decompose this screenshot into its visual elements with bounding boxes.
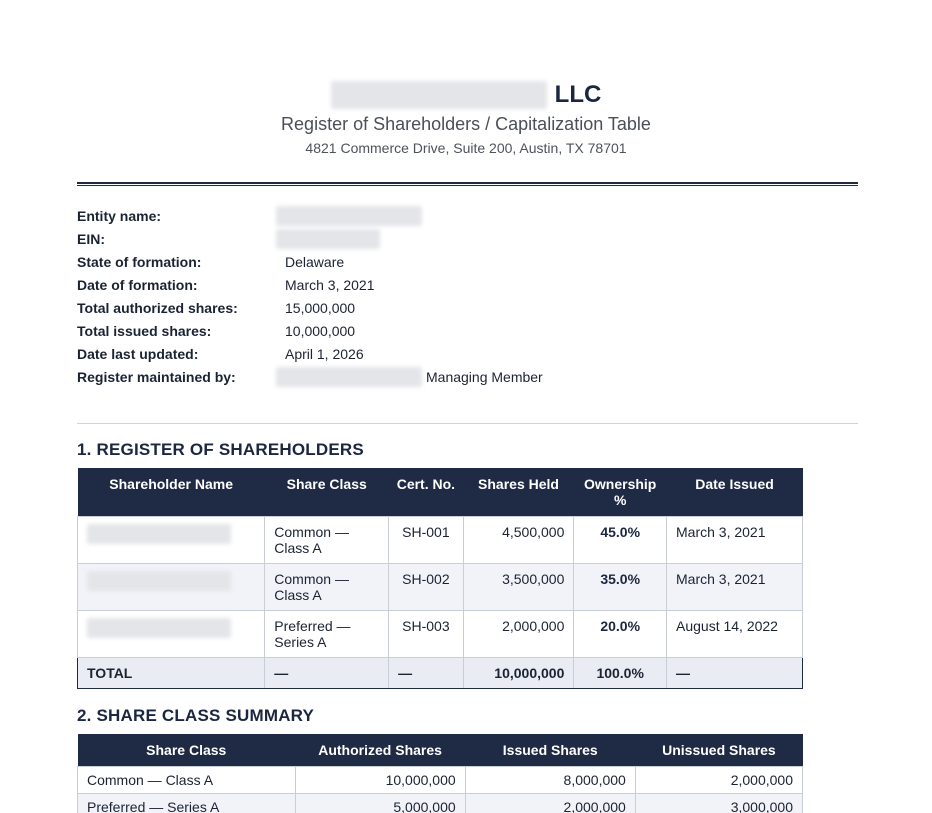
- share-class-cell: Common — Class A: [265, 564, 389, 611]
- entity-value: [276, 229, 380, 249]
- total-row: [78, 658, 803, 689]
- total-date: —: [667, 658, 803, 689]
- column-header: Shares Held: [463, 468, 574, 517]
- shareholder-name-cell: [78, 517, 265, 564]
- column-header: Cert. No.: [389, 468, 464, 517]
- entity-value: April 1, 2026: [285, 345, 364, 362]
- entity-value: 15,000,000: [285, 299, 356, 316]
- shareholder-name-cell: [78, 611, 265, 658]
- entity-row-state: [77, 250, 543, 273]
- redacted-ein: [276, 229, 380, 249]
- column-header: Share Class: [265, 468, 389, 517]
- shares-held-cell: 4,500,000: [463, 517, 574, 564]
- table-row: [78, 794, 803, 813]
- column-header: Date Issued: [667, 468, 803, 517]
- unissued-cell: 3,000,000: [635, 794, 802, 813]
- company-suffix: LLC: [554, 81, 602, 108]
- share-class-cell: Common — Class A: [265, 517, 389, 564]
- entity-label: State of formation:: [77, 253, 202, 270]
- company-title: [0, 80, 932, 110]
- entity-row-ein: [77, 227, 543, 250]
- share-class-cell: Preferred — Series A: [78, 794, 296, 813]
- entity-row-issued: [77, 319, 543, 342]
- company-address: 4821 Commerce Drive, Suite 200, Austin, TX 78701: [305, 140, 627, 156]
- entity-row-name: [77, 204, 543, 227]
- maintainer-role: Managing Member: [426, 368, 543, 385]
- date-issued-cell: March 3, 2021: [667, 517, 803, 564]
- table-row: [78, 564, 803, 611]
- share-class-cell: Preferred — Series A: [265, 611, 389, 658]
- total-pct: 100.0%: [574, 658, 667, 689]
- cert-no-cell: SH-001: [389, 517, 464, 564]
- redacted-maintainer-name: [276, 367, 422, 387]
- cert-no-cell: SH-002: [389, 564, 464, 611]
- header-divider: [77, 182, 858, 186]
- table-header-row: [78, 468, 803, 517]
- redacted-shareholder-name: [87, 524, 231, 544]
- document-header: [0, 80, 932, 156]
- column-header: Shareholder Name: [78, 468, 265, 517]
- entity-value: Delaware: [285, 253, 345, 270]
- issued-cell: 2,000,000: [465, 794, 635, 813]
- shareholder-name-cell: [78, 564, 265, 611]
- redacted-company-name: [331, 81, 547, 109]
- shareholder-register-table: [77, 468, 803, 689]
- authorized-cell: 5,000,000: [295, 794, 465, 813]
- issued-cell: 8,000,000: [465, 767, 635, 794]
- entity-label: EIN:: [77, 230, 105, 247]
- total-cert: —: [389, 658, 464, 689]
- table-row: [78, 611, 803, 658]
- cert-no-cell: SH-003: [389, 611, 464, 658]
- table-header-row: [78, 734, 803, 767]
- shares-held-cell: 3,500,000: [463, 564, 574, 611]
- entity-label: Register maintained by:: [77, 368, 236, 385]
- column-header: Share Class: [78, 734, 296, 767]
- shares-held-cell: 2,000,000: [463, 611, 574, 658]
- section-title-summary: 2. SHARE CLASS SUMMARY: [77, 706, 315, 725]
- column-header: Unissued Shares: [635, 734, 802, 767]
- document-subtitle: Register of Shareholders / Capitalization Table: [281, 114, 651, 134]
- date-issued-cell: March 3, 2021: [667, 564, 803, 611]
- share-class-cell: Common — Class A: [78, 767, 296, 794]
- entity-label: Date last updated:: [77, 345, 199, 362]
- entity-details: [77, 204, 543, 388]
- entity-value: 10,000,000: [285, 322, 356, 339]
- ownership-cell: 20.0%: [574, 611, 667, 658]
- total-shares: 10,000,000: [463, 658, 574, 689]
- column-header: Ownership %: [574, 468, 667, 517]
- redacted-entity-name: [276, 206, 422, 226]
- entity-row-updated: [77, 342, 543, 365]
- entity-label: Entity name:: [77, 207, 162, 224]
- entity-row-formation-date: [77, 273, 543, 296]
- ownership-cell: 45.0%: [574, 517, 667, 564]
- table-row: [78, 517, 803, 564]
- share-class-summary-table: [77, 734, 803, 813]
- redacted-shareholder-name: [87, 571, 231, 591]
- total-class: —: [265, 658, 389, 689]
- entity-value: [276, 367, 543, 387]
- column-header: Authorized Shares: [295, 734, 465, 767]
- redacted-shareholder-name: [87, 618, 231, 638]
- entity-label: Total authorized shares:: [77, 299, 238, 316]
- entity-value: March 3, 2021: [285, 276, 375, 293]
- ownership-cell: 35.0%: [574, 564, 667, 611]
- date-issued-cell: August 14, 2022: [667, 611, 803, 658]
- entity-value: [276, 206, 422, 226]
- entity-row-authorized: [77, 296, 543, 319]
- entity-row-maintainer: [77, 365, 543, 388]
- total-label: TOTAL: [78, 658, 265, 689]
- section-divider: [77, 423, 858, 424]
- section-title-register: 1. REGISTER OF SHAREHOLDERS: [77, 440, 364, 459]
- table-row: [78, 767, 803, 794]
- column-header: Issued Shares: [465, 734, 635, 767]
- entity-label: Total issued shares:: [77, 322, 212, 339]
- authorized-cell: 10,000,000: [295, 767, 465, 794]
- entity-label: Date of formation:: [77, 276, 198, 293]
- unissued-cell: 2,000,000: [635, 767, 802, 794]
